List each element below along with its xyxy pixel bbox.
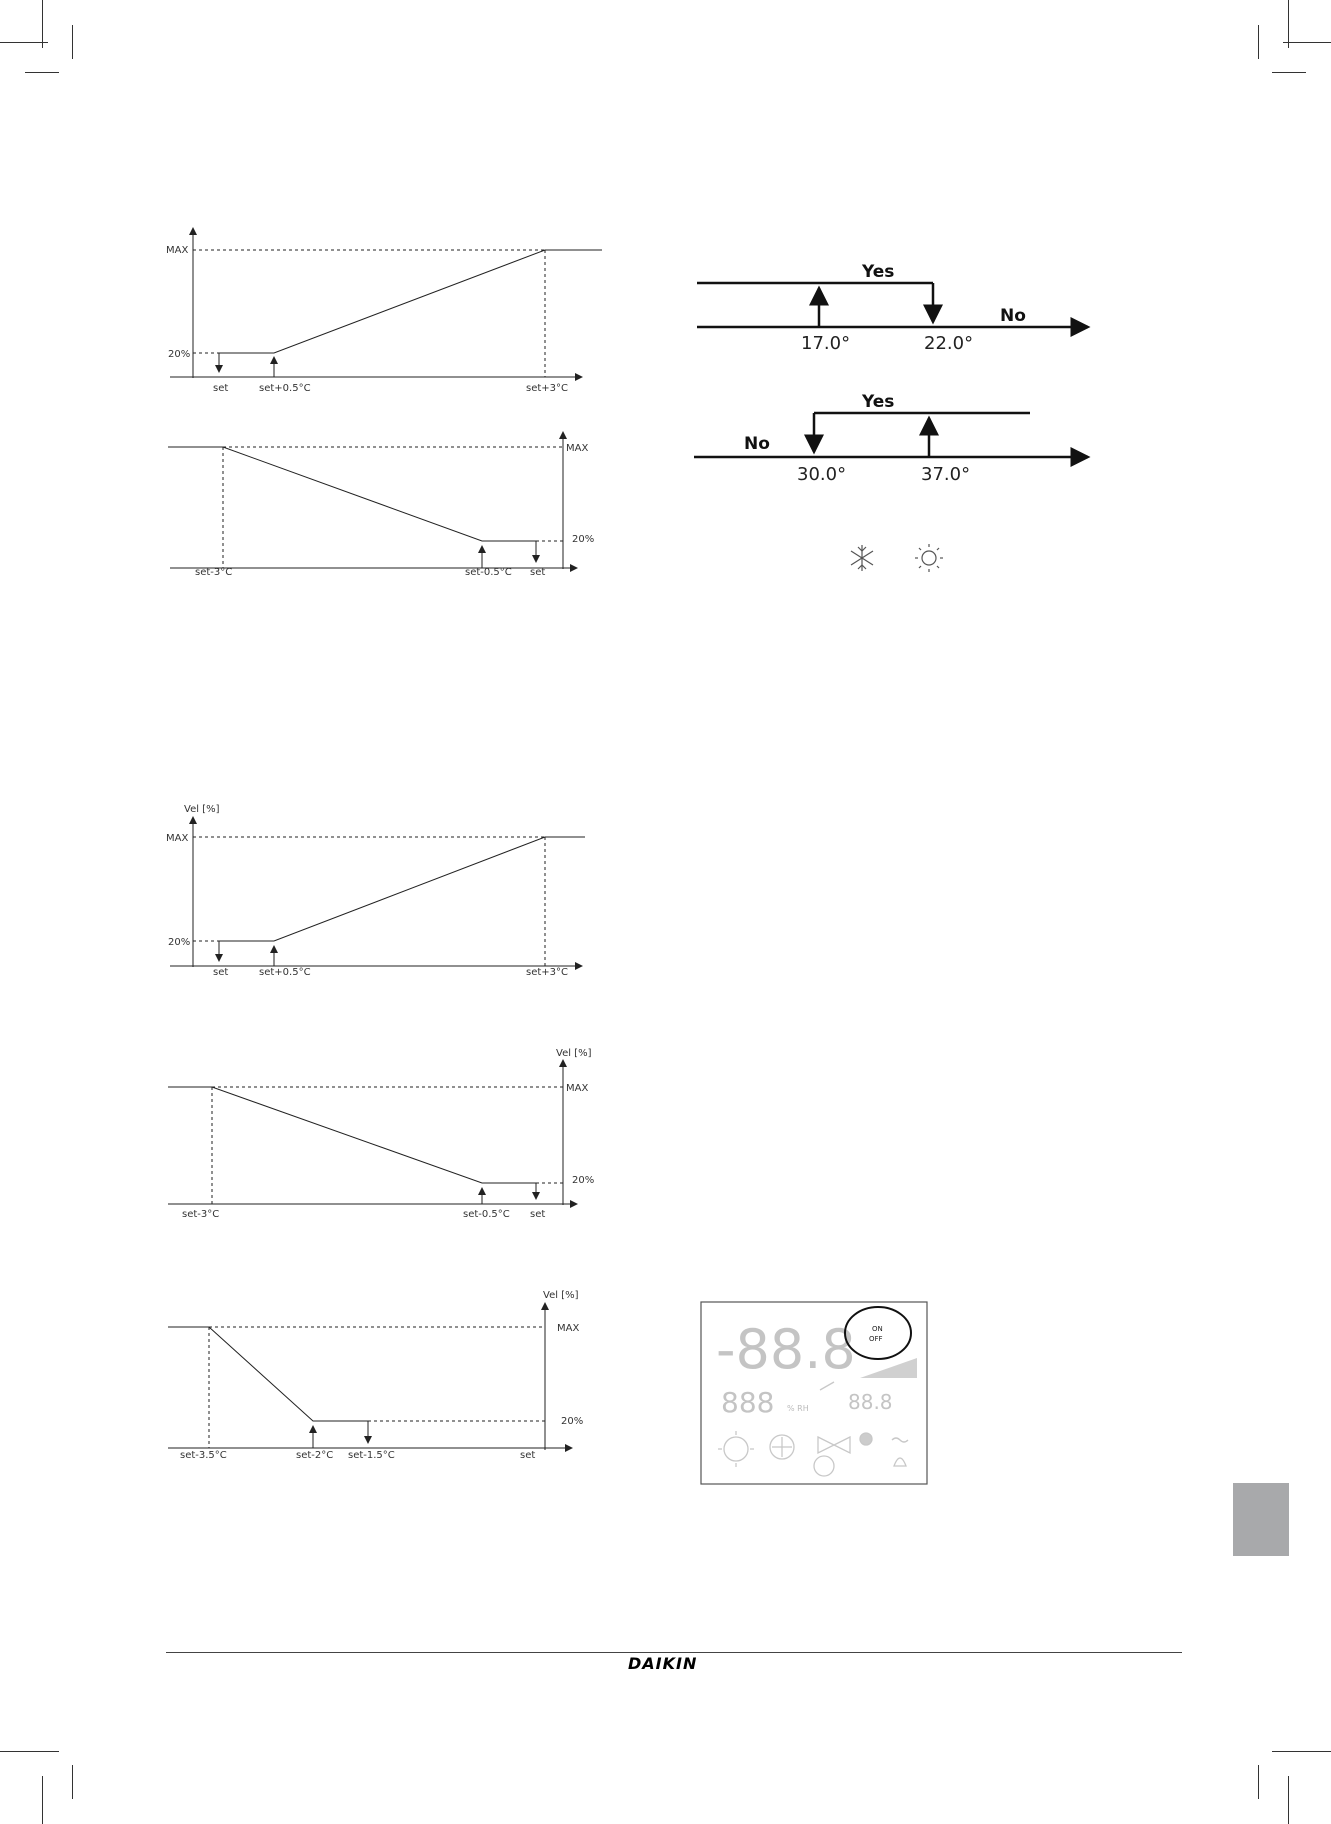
- small-digits-2: 88.8: [848, 1390, 893, 1414]
- low-threshold: 17.0°: [801, 333, 851, 354]
- small-digits: 888: [721, 1386, 775, 1419]
- label-x0: set-3.5°C: [180, 1450, 227, 1461]
- label-x1: set-0.5°C: [463, 1209, 510, 1220]
- low-threshold: 30.0°: [797, 464, 847, 485]
- curve: [219, 250, 602, 353]
- label-max: MAX: [166, 245, 189, 256]
- label-x2: set-1.5°C: [348, 1450, 395, 1461]
- label-ylabel: Vel [%]: [543, 1290, 579, 1301]
- label-x1: set-2°C: [296, 1450, 334, 1461]
- daikin-logo: DAIKIN: [628, 1654, 698, 1673]
- sun-icon: [915, 544, 943, 572]
- label-x1: set-0.5°C: [465, 567, 512, 578]
- label-set: set: [213, 383, 229, 394]
- label-set: set: [530, 1209, 546, 1220]
- high-threshold: 37.0°: [921, 464, 971, 485]
- high-threshold: 22.0°: [924, 333, 974, 354]
- main-digits: -88.8: [716, 1318, 856, 1381]
- no-label: No: [1000, 306, 1026, 326]
- label-min: 20%: [572, 1175, 595, 1186]
- label-min: 20%: [168, 937, 191, 948]
- label-min: 20%: [168, 349, 191, 360]
- label-ylabel: Vel [%]: [184, 804, 220, 815]
- label-set: set: [213, 967, 229, 978]
- curve: [168, 1087, 536, 1183]
- label-min: 20%: [572, 534, 595, 545]
- defrost-icon: [860, 1433, 872, 1445]
- label-ylabel: Vel [%]: [556, 1048, 592, 1059]
- yes-label: Yes: [862, 392, 895, 412]
- label-x1: set+0.5°C: [259, 383, 311, 394]
- label-set: set: [520, 1450, 536, 1461]
- yes-label: Yes: [862, 262, 895, 282]
- section-tab: [1233, 1483, 1289, 1556]
- chart-5: [168, 1303, 572, 1450]
- label-x1: set+0.5°C: [259, 967, 311, 978]
- snowflake-icon: [851, 545, 873, 571]
- unit-label: % RH: [787, 1404, 809, 1413]
- label-x2: set+3°C: [526, 383, 569, 394]
- chart-2: [168, 432, 577, 569]
- chart-3: [170, 817, 585, 967]
- on-label: ON: [872, 1325, 883, 1333]
- label-min: 20%: [561, 1416, 584, 1427]
- label-x0: set-3°C: [195, 567, 233, 578]
- label-max: MAX: [566, 1083, 589, 1094]
- label-x0: set-3°C: [182, 1209, 220, 1220]
- chart-4: [168, 1060, 577, 1205]
- off-label: OFF: [869, 1335, 883, 1343]
- hysteresis-top: [697, 283, 1088, 327]
- curve: [219, 837, 585, 941]
- curve: [168, 1327, 368, 1421]
- no-label: No: [744, 434, 770, 454]
- label-x2: set+3°C: [526, 967, 569, 978]
- label-max: MAX: [566, 443, 589, 454]
- label-set: set: [530, 567, 546, 578]
- footer-rule: [166, 1652, 1182, 1653]
- controller-display: [701, 1302, 927, 1484]
- label-max: MAX: [166, 833, 189, 844]
- chart-1: [170, 228, 602, 378]
- label-max: MAX: [557, 1323, 580, 1334]
